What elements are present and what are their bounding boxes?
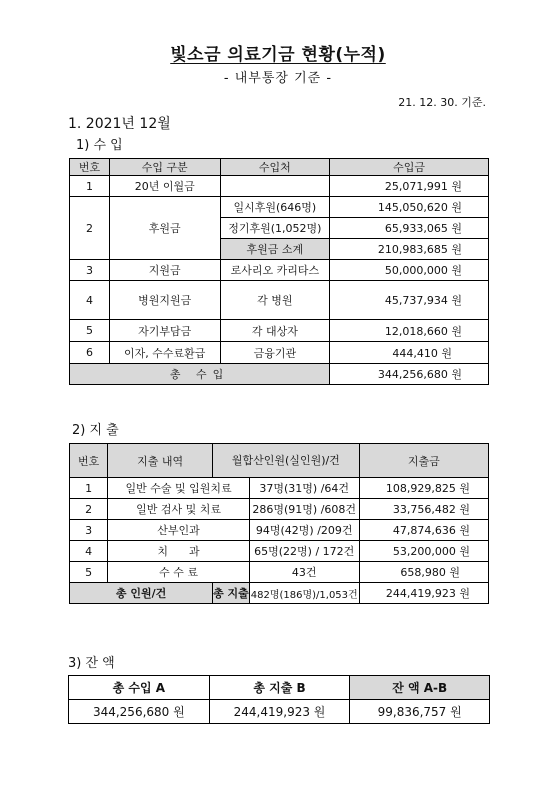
expense-table <box>69 443 489 604</box>
expense-header-amount: 지출금 <box>359 444 488 478</box>
row-category: 20년 이월금 <box>109 176 220 197</box>
expense-total-count: 482명(186명)/1,053건 <box>249 583 359 604</box>
row-category: 지원금 <box>109 260 220 281</box>
balance-remaining-value: 99,836,757 원 <box>350 700 490 724</box>
row-amount: 53,200,000 원 <box>359 541 488 562</box>
expense-total-people-label: 총 인원/건 <box>70 583 213 604</box>
row-source: 정기후원(1,052명) <box>220 218 330 239</box>
balance-header-expense: 총 지출 B <box>209 676 350 700</box>
income-header-amount: 수입금 <box>330 159 489 176</box>
section-heading: 1. 2021년 12월 <box>68 116 171 132</box>
expense-total-amount: 244,419,923 원 <box>359 583 488 604</box>
balance-header-remaining: 잔 액 A-B <box>350 676 490 700</box>
income-total-label: 총 수입 <box>70 364 330 385</box>
table-row <box>70 562 489 583</box>
expense-header-count: 월합산인원(실인원)/건 <box>213 444 360 478</box>
row-no: 1 <box>70 176 110 197</box>
table-row <box>70 176 489 197</box>
row-amount: 33,756,482 원 <box>359 499 488 520</box>
table-row <box>70 499 489 520</box>
row-item: 일반 수술 및 입원치료 <box>108 478 250 499</box>
row-no: 3 <box>70 520 108 541</box>
row-amount: 108,929,825 원 <box>359 478 488 499</box>
balance-header-income: 총 수입 A <box>69 676 210 700</box>
row-category: 자기부담금 <box>109 320 220 342</box>
reference-date: 21. 12. 30. 기준. <box>398 96 486 109</box>
table-row <box>70 320 489 342</box>
row-amount: 47,874,636 원 <box>359 520 488 541</box>
subtotal-amount: 210,983,685 원 <box>330 239 489 260</box>
expense-total-label: 총 지출 <box>213 583 250 604</box>
row-no: 6 <box>70 342 110 364</box>
row-count: 43건 <box>249 562 359 583</box>
row-source: 일시후원(646명) <box>220 197 330 218</box>
row-count: 37명(31명) /64건 <box>249 478 359 499</box>
table-row <box>69 700 490 724</box>
balance-heading: 3) 잔 액 <box>68 656 115 671</box>
row-source: 금융기관 <box>220 342 330 364</box>
row-count: 94명(42명) /209건 <box>249 520 359 541</box>
income-header-no: 번호 <box>70 159 110 176</box>
table-row <box>70 281 489 320</box>
row-no: 2 <box>70 197 110 260</box>
income-header-category: 수입 구분 <box>109 159 220 176</box>
row-no: 4 <box>70 281 110 320</box>
row-category: 이자, 수수료환급 <box>109 342 220 364</box>
row-no: 5 <box>70 562 108 583</box>
balance-table <box>68 675 490 724</box>
row-amount: 658,980 원 <box>359 562 488 583</box>
row-source: 각 병원 <box>220 281 330 320</box>
row-category: 병원지원금 <box>109 281 220 320</box>
row-count: 286명(91명) /608건 <box>249 499 359 520</box>
table-row <box>70 541 489 562</box>
row-amount: 65,933,065 원 <box>330 218 489 239</box>
income-heading: 1) 수 입 <box>76 138 123 153</box>
expense-header-no: 번호 <box>70 444 108 478</box>
row-amount: 45,737,934 원 <box>330 281 489 320</box>
income-total-amount: 344,256,680 원 <box>330 364 489 385</box>
table-row <box>70 478 489 499</box>
row-item: 산부인과 <box>108 520 250 541</box>
page-title: 빛소금 의료기금 현황(누적) <box>170 45 386 65</box>
row-no: 1 <box>70 478 108 499</box>
balance-expense-value: 244,419,923 원 <box>209 700 350 724</box>
page-subtitle: - 내부통장 기준 - <box>223 71 333 86</box>
subtotal-label: 후원금 소계 <box>220 239 330 260</box>
expense-heading: 2) 지 출 <box>72 423 119 438</box>
expense-header-item: 지출 내역 <box>108 444 213 478</box>
income-header-source: 수입처 <box>220 159 330 176</box>
total-row <box>70 364 489 385</box>
row-item: 치 과 <box>108 541 250 562</box>
row-amount: 25,071,991 원 <box>330 176 489 197</box>
row-amount: 444,410 원 <box>330 342 489 364</box>
row-item: 일반 검사 및 치료 <box>108 499 250 520</box>
row-amount: 12,018,660 원 <box>330 320 489 342</box>
row-amount: 145,050,620 원 <box>330 197 489 218</box>
income-table <box>69 158 489 385</box>
table-row <box>70 197 489 218</box>
row-source <box>220 176 330 197</box>
row-no: 4 <box>70 541 108 562</box>
balance-income-value: 344,256,680 원 <box>69 700 210 724</box>
row-item: 수 수 료 <box>108 562 250 583</box>
row-source: 로사리오 카리타스 <box>220 260 330 281</box>
row-source: 각 대상자 <box>220 320 330 342</box>
table-row <box>70 342 489 364</box>
table-row <box>70 520 489 541</box>
table-row <box>70 260 489 281</box>
total-row <box>70 583 489 604</box>
row-no: 5 <box>70 320 110 342</box>
row-no: 2 <box>70 499 108 520</box>
row-count: 65명(22명) / 172건 <box>249 541 359 562</box>
row-category: 후원금 <box>109 197 220 260</box>
row-amount: 50,000,000 원 <box>330 260 489 281</box>
row-no: 3 <box>70 260 110 281</box>
